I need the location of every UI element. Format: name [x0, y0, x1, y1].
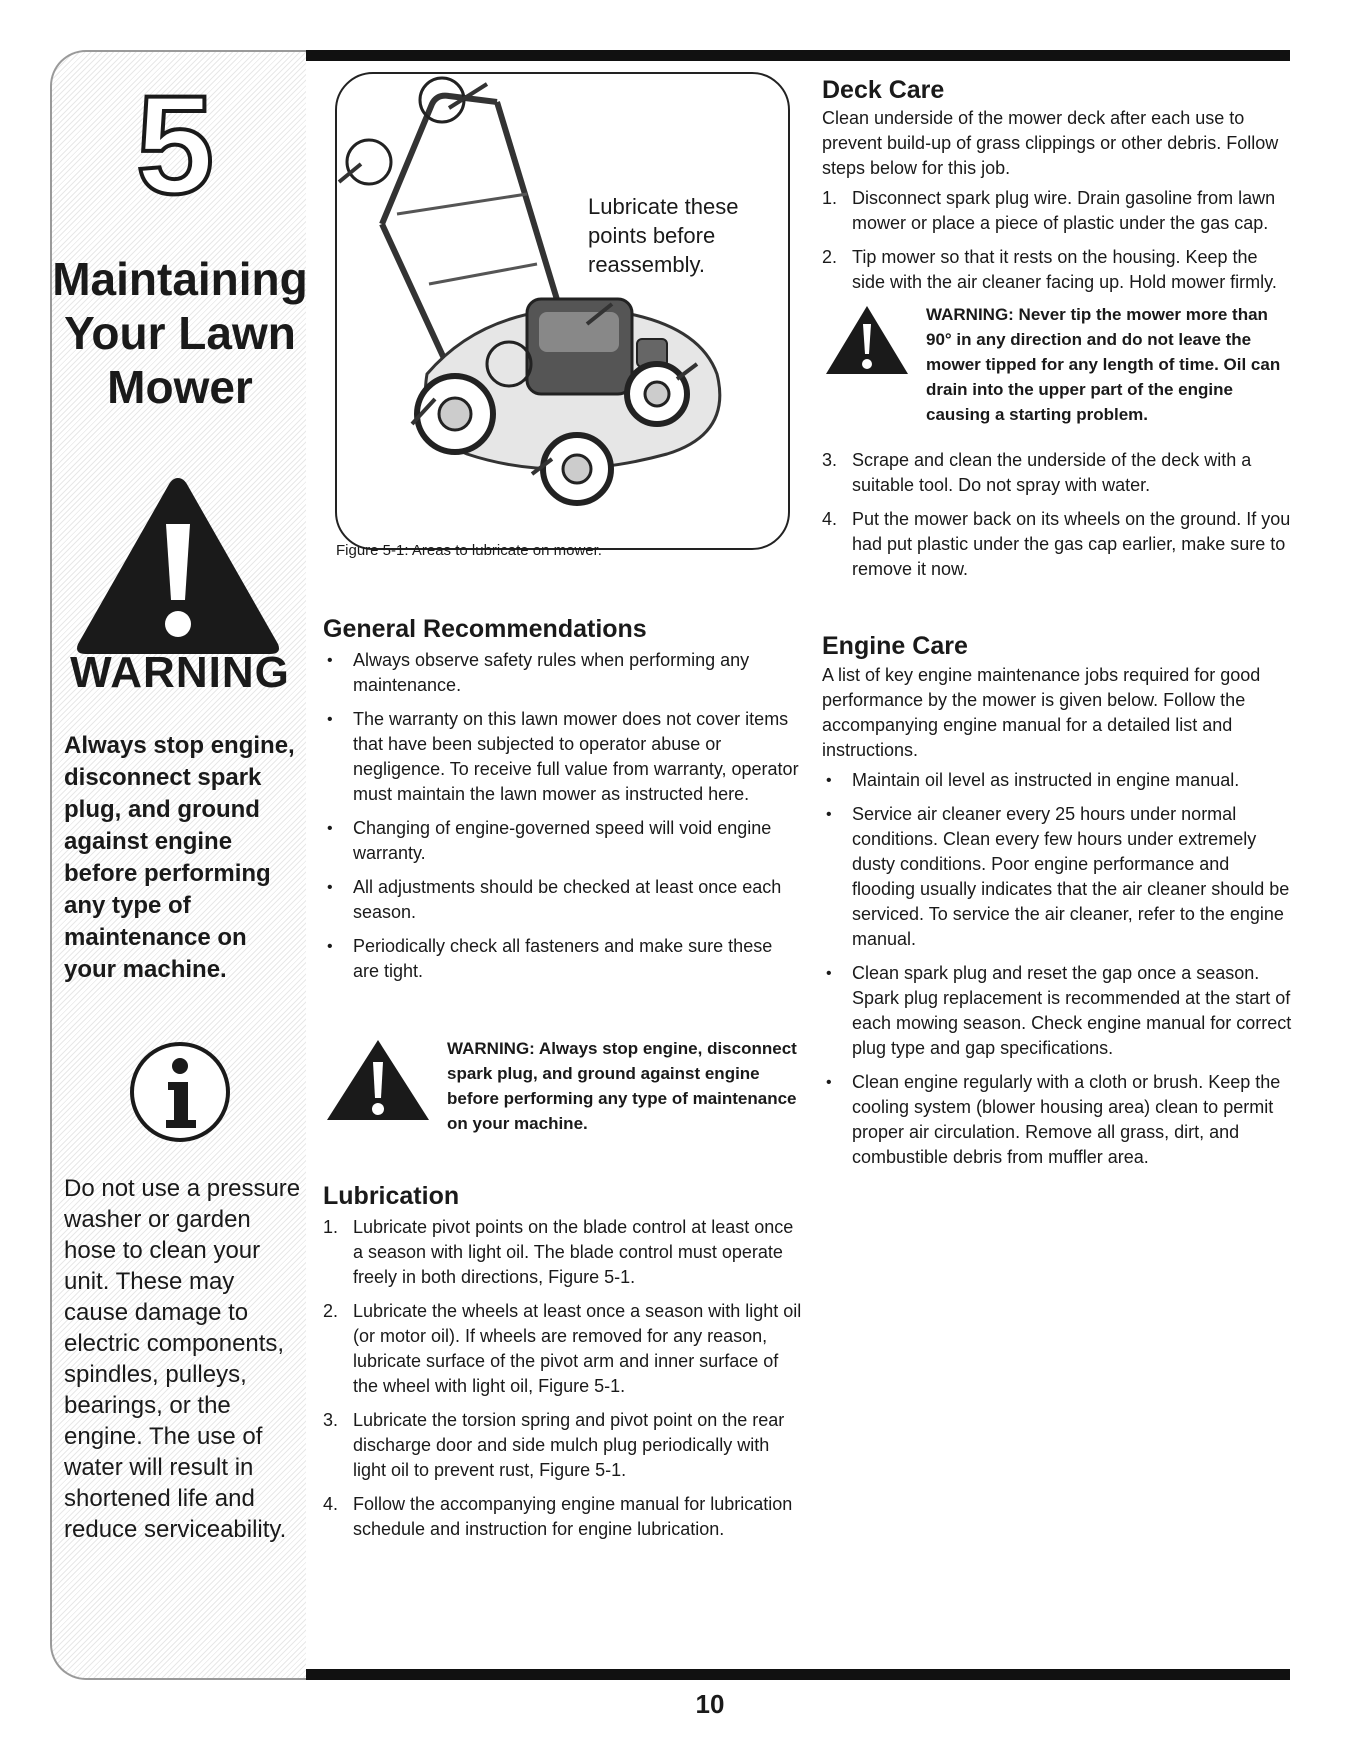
- list-item: 3. Scrape and clean the underside of the deck with a suitable tool. Do not spray with water.: [822, 450, 1252, 495]
- engine-heading: Engine Care: [822, 632, 968, 660]
- sidebar-warning-text: Always stop engine, disconnect spark plug, and ground against engine before performing any type of maintenance on your machine.: [64, 732, 295, 983]
- lubrication-heading: Lubrication: [323, 1182, 460, 1210]
- list-item: 3. Lubricate the torsion spring and pivot point on the rear discharge door and side mulch plug periodically with light oil to prevent rust, Figure 5-1.: [323, 1410, 785, 1480]
- deck-steps-a: [822, 186, 1292, 304]
- sidebar-info-text: Do not use a pressure washer or garden hose to clean your unit. These may cause damage to electric components, spindles, pulleys, bearings, or the engine. The use of water will result in shortened life and reduce serviceability.: [64, 1175, 301, 1543]
- info-icon: [128, 1040, 232, 1144]
- chapter-title-line: Mower: [107, 361, 253, 413]
- list-item: 1. Lubricate pivot points on the blade control at least once a season with light oil. The blade control must operate freely in both directions, Figure 5-1.: [323, 1217, 794, 1287]
- list-item: 1. Disconnect spark plug wire. Drain gasoline from lawn mower or place a piece of plastic under the gas cap.: [822, 188, 1276, 233]
- list-item: • Clean engine regularly with a cloth or brush. Keep the cooling system (blower housing area) clean to permit proper air circulation. Remove all grass, dirt, and combustible debris from muffler area.: [826, 1072, 1281, 1167]
- list-item: • Periodically check all fasteners and make sure these are tight.: [327, 936, 773, 981]
- warning-triangle-icon: [822, 302, 912, 378]
- page-number: 10: [695, 1689, 725, 1719]
- list-item: • The warranty on this lawn mower does not cover items that have been subjected to operator abuse or negligence. To receive full value from warranty, operator must maintain the lawn mower as instructed here.: [327, 709, 799, 804]
- deck-heading: Deck Care: [822, 76, 945, 104]
- list-item: 4. Follow the accompanying engine manual for lubrication schedule and instruction for engine lubrication.: [323, 1494, 793, 1539]
- bottom-rule: [300, 1669, 1290, 1680]
- chapter-title-line: Maintaining: [52, 253, 308, 305]
- mower-figure: [335, 72, 790, 550]
- list-item: • Changing of engine-governed speed will void engine warranty.: [327, 818, 772, 863]
- general-list: [323, 648, 803, 993]
- deck-steps-b: [822, 448, 1292, 591]
- warning-triangle-icon: [323, 1036, 433, 1124]
- general-warning-text: WARNING: Always stop engine, disconnect spark plug, and ground against engine before performing any type of maintenance on your machine.: [447, 1039, 797, 1133]
- general-heading: General Recommendations: [323, 615, 647, 643]
- list-item: • Service air cleaner every 25 hours under normal conditions. Clean every few hours under extremely dusty conditions. Poor engine performance and flooding usually indicates that the air cleaner should be serviced. To service the air cleaner, refer to the engine manual.: [826, 804, 1290, 949]
- general-warning: [323, 1036, 803, 1136]
- deck-intro: Clean underside of the mower deck after each use to prevent build-up of grass clippings or other debris. Follow steps below for this job.: [822, 108, 1279, 178]
- mower-illustration: [337, 74, 790, 550]
- warning-triangle-icon: [72, 472, 284, 660]
- chapter-number: 5: [136, 66, 214, 223]
- warning-label: WARNING: [70, 648, 290, 697]
- chapter-title-line: Your Lawn: [64, 307, 296, 359]
- engine-intro: A list of key engine maintenance jobs required for good performance by the mower is given below. Follow the accompanying engine manual for a detailed list and instructions.: [822, 665, 1261, 760]
- list-item: • Clean spark plug and reset the gap once a season. Spark plug replacement is recommended at the start of each mowing season. Check engine manual for correct plug type and gap specifications.: [826, 963, 1292, 1058]
- list-item: • Always observe safety rules when performing any maintenance.: [327, 650, 750, 695]
- deck-warning: [822, 302, 1292, 427]
- engine-list: [822, 768, 1292, 1179]
- deck-warning-text: WARNING: Never tip the mower more than 90° in any direction and do not leave the mower tipped for any length of time. Oil can drain into the upper part of the engine causing a starting problem.: [926, 305, 1281, 424]
- top-rule: [300, 50, 1290, 61]
- figure-callout: Lubricate these points before reassembly.: [588, 194, 739, 277]
- figure-caption: Figure 5-1: Areas to lubricate on mower.: [336, 542, 602, 559]
- chapter-title: [52, 252, 308, 414]
- list-item: 2. Lubricate the wheels at least once a season with light oil (or motor oil). If wheels are removed for any reason, lubricate surface of the pivot arm and inner surface of the wheel with light oil, Figure 5-1.: [323, 1301, 802, 1396]
- list-item: 2. Tip mower so that it rests on the housing. Keep the side with the air cleaner facing up. Hold mower firmly.: [822, 247, 1277, 292]
- lubrication-list: [323, 1215, 803, 1551]
- list-item: • Maintain oil level as instructed in engine manual.: [826, 770, 1240, 790]
- list-item: • All adjustments should be checked at least once each season.: [327, 877, 782, 922]
- list-item: 4. Put the mower back on its wheels on the ground. If you had put plastic under the gas cap earlier, make sure to remove it now.: [822, 509, 1291, 579]
